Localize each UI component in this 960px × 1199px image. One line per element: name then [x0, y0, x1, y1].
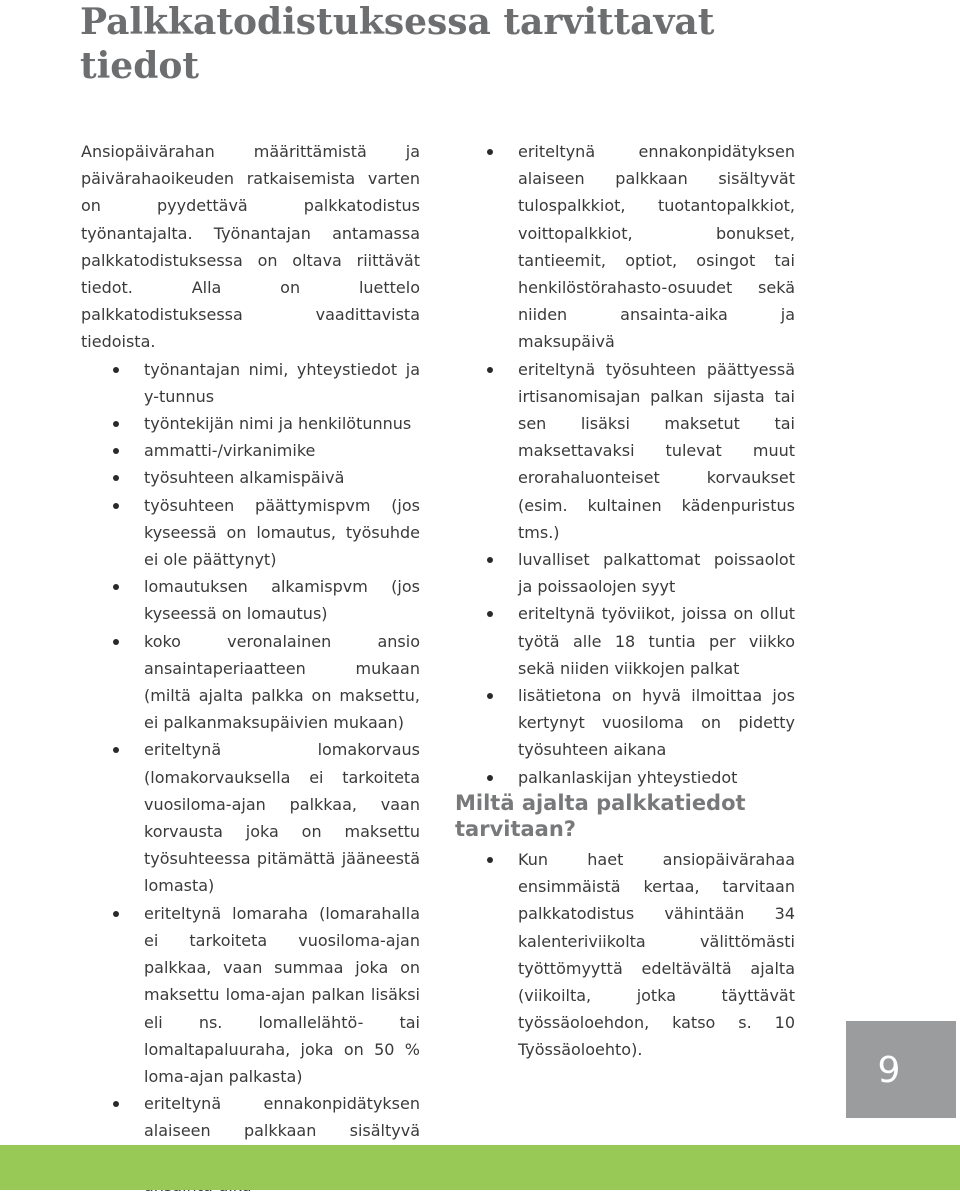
list-item [113, 736, 420, 899]
left-column [81, 138, 420, 1199]
list-item-text: Kun haet ansiopäivärahaa ensimmäistä kertaa, tarvitaan palkkatodistus vähintään 34 kalenteriviikolta välittömästi työttömyyttä edeltävältä ajalta (viikoilta, jotka täyttävät työssäoloehdon, katso s. 10 Työssäoloehto). [518, 850, 795, 1060]
list-item [487, 600, 795, 682]
bullet-icon [487, 775, 493, 781]
right-bullet-list [487, 138, 795, 791]
list-item-text: palkanlaskijan yhteystiedot [518, 767, 738, 787]
page-number: 9 [877, 1050, 901, 1091]
bullet-icon [113, 1101, 119, 1107]
bullet-icon [487, 367, 493, 373]
bullet-icon [487, 557, 493, 563]
intro-paragraph: Ansiopäivärahan määrittämistä ja päivärahaoikeuden ratkaisemista varten on pyydettävä palkkatodistus työnantajalta. Työnantajan antamassa palkkatodistuksessa on oltava riittävät tiedot. Alla on luettelo palkkatodistuksessa vaadittavista tiedoista. [81, 142, 420, 352]
sub-bullet-list [487, 846, 795, 1064]
bullet-icon [113, 639, 119, 645]
bullet-icon [113, 475, 119, 481]
bullet-icon [487, 611, 493, 617]
list-item-text: eriteltynä lomakorvaus (lomakorvauksella ei tarkoiteta vuosiloma-ajan palkkaa, vaan korvausta joka on maksettu työsuhteessa pitämättä jääneestä lomasta) [144, 740, 420, 896]
list-item-text: eriteltynä ennakonpidätyksen alaiseen palkkaan sisältyvät tulospalkkiot, tuotantopalkkiot, voittopalkkiot, bonukset, tantieemit, optiot, osingot tai henkilöstörahasto-osuudet sekä niiden ansainta-aika ja maksupäivä [518, 142, 795, 352]
bullet-icon [487, 857, 493, 863]
footer-bar [0, 1145, 960, 1190]
list-item-text: ammatti-/virkanimike [144, 441, 316, 461]
bullet-icon [113, 421, 119, 427]
bullet-icon [113, 747, 119, 753]
list-item [113, 628, 420, 737]
list-item-text: eriteltynä työviikot, joissa on ollut työtä alle 18 tuntia per viikko sekä niiden viikkojen palkat [518, 604, 795, 678]
list-item-text: koko veronalainen ansio ansaintaperiaatteen mukaan (miltä ajalta palkka on maksettu, ei palkanmaksupäivien mukaan) [144, 631, 420, 733]
section-subheading: Miltä ajalta palkkatiedot tarvitaan? [455, 791, 746, 841]
list-item [487, 846, 795, 1064]
bullet-icon [487, 693, 493, 699]
list-item [487, 682, 795, 764]
list-item [487, 764, 795, 791]
list-item [113, 437, 420, 464]
subsection-body [487, 846, 795, 1064]
bullet-icon [113, 911, 119, 917]
list-item [113, 410, 420, 437]
list-item-text: lisätietona on hyvä ilmoittaa jos kertynyt vuosiloma on pidetty työsuhteen aikana [518, 686, 795, 760]
page-number-box [846, 1021, 956, 1118]
list-item-text: luvalliset palkattomat poissaolot ja poissaolojen syyt [518, 550, 795, 597]
list-item-text: lomautuksen alkamispvm (jos kyseessä on lomautus) [144, 577, 420, 624]
page-title: Palkkatodistuksessa tarvittavat tiedot [80, 1, 715, 87]
list-item [113, 492, 420, 574]
list-item [113, 900, 420, 1090]
list-item-text: työnantajan nimi, yhteystiedot ja y-tunnus [144, 359, 420, 406]
list-item-text: eriteltynä lomaraha (lomarahalla ei tarkoiteta vuosiloma-ajan palkkaa, vaan summaa joka on maksettu loma-ajan palkan lisäksi eli ns. lomallelähtö- tai lomaltapaluuraha, joka on 50 % loma-ajan palkasta) [144, 903, 420, 1086]
list-item-text: eriteltynä ennakonpidätyksen alaiseen palkkaan sisältyvä [144, 1094, 420, 1141]
left-bullet-list [113, 356, 420, 1199]
bullet-icon [113, 367, 119, 373]
list-item-text: eriteltynä työsuhteen päättyessä irtisanomisajan palkan sijasta tai sen lisäksi maksetut tai maksettavaksi tulevat muut erorahaluonteiset korvaukset (esim. kultainen kädenpuristus tms.) [518, 359, 795, 542]
list-item [487, 546, 795, 600]
bullet-icon [113, 448, 119, 454]
list-item [113, 464, 420, 491]
list-item [113, 573, 420, 627]
list-item-text: työsuhteen alkamispäivä [144, 468, 345, 488]
bullet-icon [487, 149, 493, 155]
bullet-icon [113, 503, 119, 509]
list-item [487, 138, 795, 356]
right-column [487, 138, 795, 791]
list-item [487, 356, 795, 546]
list-item-text: työntekijän nimi ja henkilötunnus [144, 414, 412, 434]
list-item-text: työsuhteen päättymispvm (jos kyseessä on lomautus, työsuhde ei ole päättynyt) [144, 495, 420, 570]
bullet-icon [113, 584, 119, 590]
list-item [113, 356, 420, 410]
